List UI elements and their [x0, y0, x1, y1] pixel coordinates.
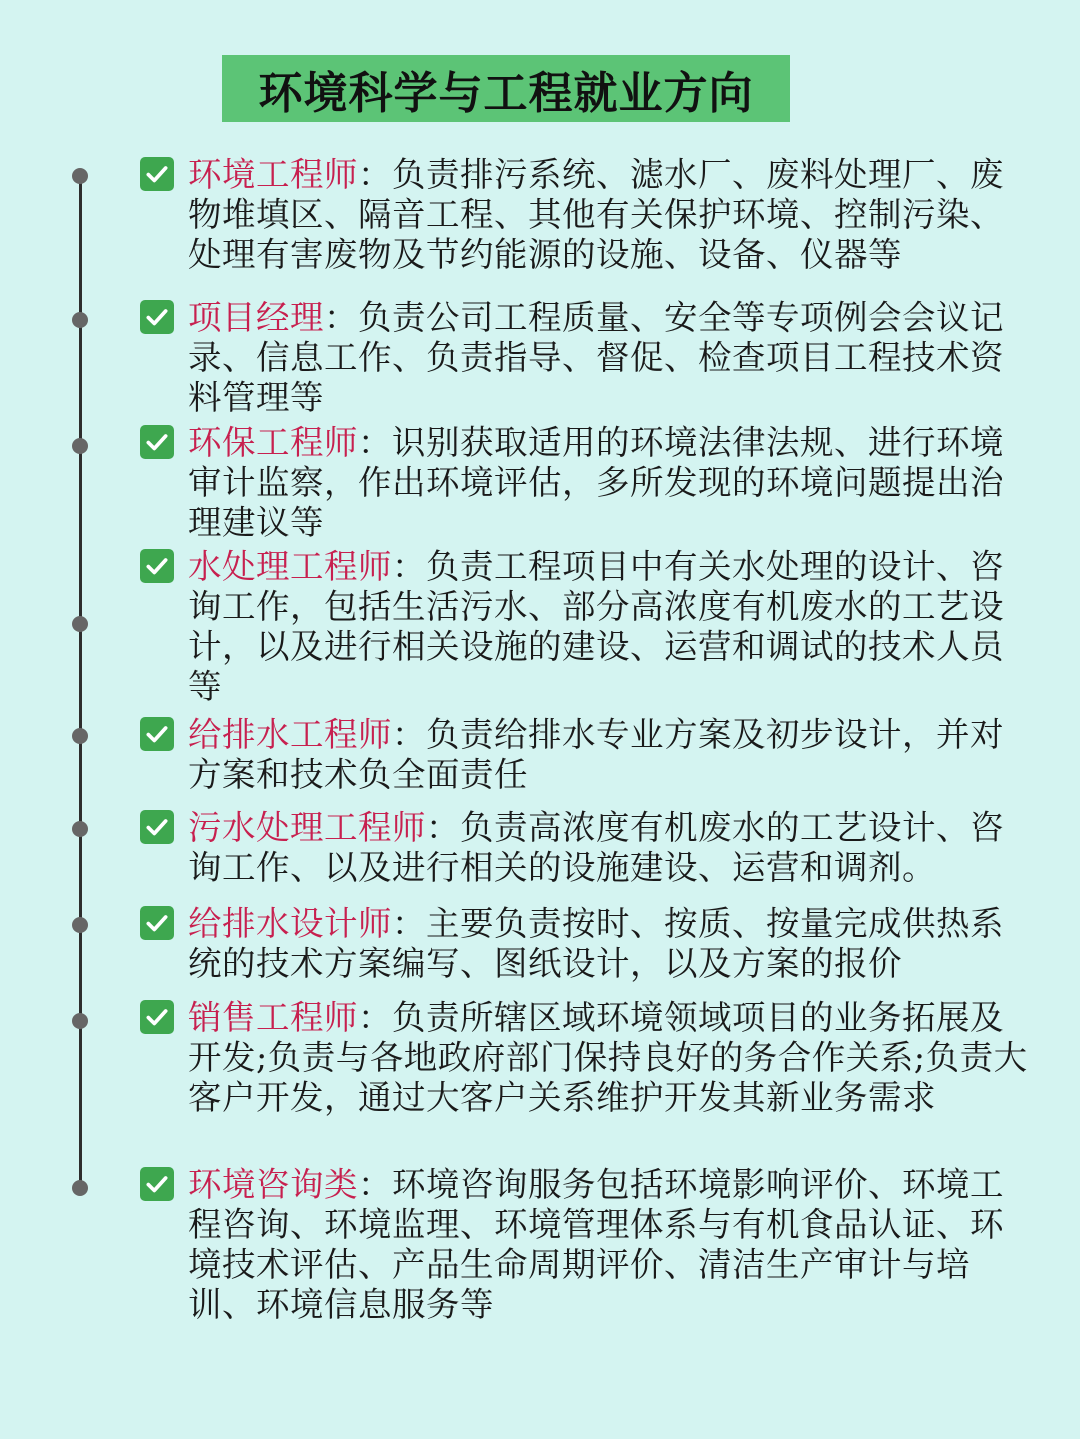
title-banner	[222, 55, 790, 122]
role-separator: ：	[392, 715, 426, 754]
check-mark-icon	[140, 300, 174, 334]
role-title: 环保工程师	[188, 423, 358, 462]
item-text	[188, 547, 1036, 707]
role-description: 负责给排水专业方案及初步设计，并对方案和技术负全面责任	[188, 715, 1004, 794]
role-description: 负责所辖区域环境领域项目的业务拓展及开发;负责与各地政府部门保持良好的务合作关系;负责大客户开发，通过大客户关系维护开发其新业务需求	[188, 998, 1028, 1117]
timeline-dot-icon	[72, 168, 88, 184]
check-mark-icon	[140, 425, 174, 459]
check-mark-icon	[140, 157, 174, 191]
role-separator: ：	[324, 298, 358, 337]
role-title: 项目经理	[188, 298, 324, 337]
check-mark-icon	[140, 717, 174, 751]
role-title: 污水处理工程师	[188, 808, 426, 847]
role-title: 环境工程师	[188, 155, 358, 194]
check-mark-icon	[140, 906, 174, 940]
role-separator: ：	[426, 808, 460, 847]
page-title: 环境科学与工程就业方向	[258, 67, 754, 119]
timeline-dot-icon	[72, 616, 88, 632]
role-separator: ：	[358, 155, 392, 194]
check-mark-icon	[140, 810, 174, 844]
role-separator: ：	[358, 423, 392, 462]
timeline-dot-icon	[72, 728, 88, 744]
timeline-dot-icon	[72, 821, 88, 837]
timeline-dot-icon	[72, 1013, 88, 1029]
item-text	[188, 715, 1036, 795]
item-text	[188, 155, 1036, 275]
role-description: 主要负责按时、按质、按量完成供热系统的技术方案编写、图纸设计，以及方案的报价	[188, 904, 1004, 983]
list-item	[140, 155, 1040, 275]
list-item	[140, 547, 1040, 707]
check-mark-icon	[140, 1000, 174, 1034]
timeline-dot-icon	[72, 438, 88, 454]
role-title: 水处理工程师	[188, 547, 392, 586]
role-description: 负责排污系统、滤水厂、废料处理厂、废物堆填区、隔音工程、其他有关保护环境、控制污染、处理有害废物及节约能源的设施、设备、仪器等	[188, 155, 1004, 274]
role-separator: ：	[358, 998, 392, 1037]
role-description: 负责工程项目中有关水处理的设计、咨询工作，包括生活污水、部分高浓度有机废水的工艺设计，以及进行相关设施的建设、运营和调试的技术人员等	[188, 547, 1004, 706]
item-text	[188, 423, 1036, 543]
item-text	[188, 808, 1036, 888]
list-item	[140, 998, 1040, 1118]
role-title: 给排水设计师	[188, 904, 392, 943]
role-description: 负责公司工程质量、安全等专项例会会议记录、信息工作、负责指导、督促、检查项目工程技术资料管理等	[188, 298, 1004, 417]
list-item	[140, 808, 1040, 888]
list-item	[140, 423, 1040, 543]
list-item	[140, 904, 1040, 984]
role-description: 识别获取适用的环境法律法规、进行环境审计监察，作出环境评估，多所发现的环境问题提出治理建议等	[188, 423, 1004, 542]
role-title: 销售工程师	[188, 998, 358, 1037]
timeline-dot-icon	[72, 312, 88, 328]
check-mark-icon	[140, 1167, 174, 1201]
role-title: 环境咨询类	[188, 1165, 358, 1204]
item-text	[188, 1165, 1036, 1325]
role-separator: ：	[392, 904, 426, 943]
list-item	[140, 298, 1040, 418]
item-text	[188, 298, 1036, 418]
role-separator: ：	[392, 547, 426, 586]
role-separator: ：	[358, 1165, 392, 1204]
role-description: 环境咨询服务包括环境影响评价、环境工程咨询、环境监理、环境管理体系与有机食品认证、环境技术评估、产品生命周期评价、清洁生产审计与培训、环境信息服务等	[188, 1165, 1004, 1324]
timeline-dot-icon	[72, 1180, 88, 1196]
item-text	[188, 904, 1036, 984]
list-item	[140, 1165, 1040, 1325]
item-text	[188, 998, 1036, 1118]
check-mark-icon	[140, 549, 174, 583]
role-title: 给排水工程师	[188, 715, 392, 754]
list-item	[140, 715, 1040, 795]
timeline-dot-icon	[72, 917, 88, 933]
role-description: 负责高浓度有机废水的工艺设计、咨询工作、以及进行相关的设施建设、运营和调剂。	[188, 808, 1004, 887]
